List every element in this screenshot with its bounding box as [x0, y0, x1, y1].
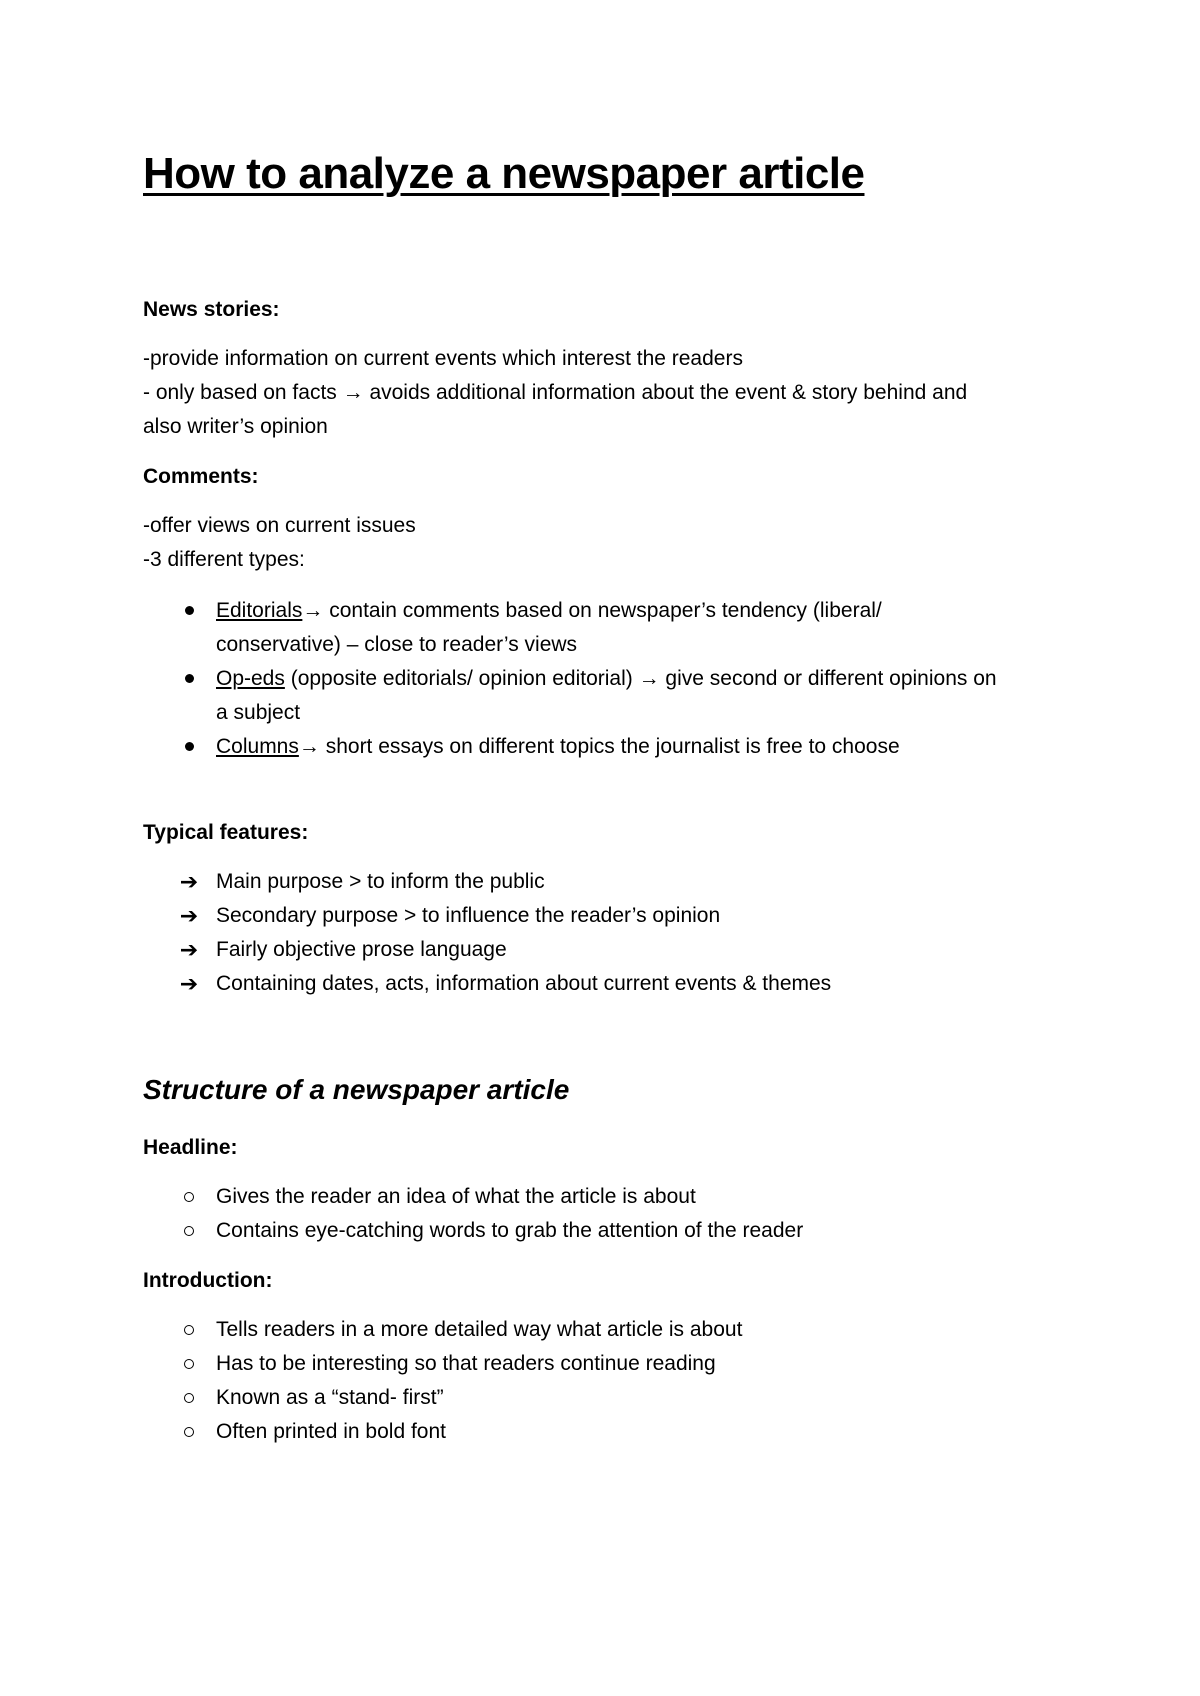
- headline-item: [143, 1214, 1073, 1248]
- feature-item: [143, 899, 1073, 933]
- document-content: [143, 148, 1073, 1449]
- bullet-disc-icon: [179, 594, 199, 628]
- headline-text: Gives the reader an idea of what the article is about: [216, 1185, 696, 1209]
- comment-type-item: [143, 730, 1073, 764]
- arrow-right-icon: ➔: [179, 869, 199, 895]
- introduction-text: Has to be interesting so that readers continue reading: [216, 1352, 716, 1376]
- headline-heading: Headline:: [143, 1135, 238, 1159]
- feature-text: Main purpose > to inform the public: [216, 870, 545, 894]
- introduction-heading: Introduction:: [143, 1269, 273, 1293]
- bullet-disc-icon: [179, 662, 199, 696]
- bullet-circle-icon: [179, 1381, 199, 1415]
- headline-list: [143, 1180, 1073, 1248]
- feature-text: Containing dates, acts, information about current events & themes: [216, 972, 832, 996]
- arrow-right-icon: ➔: [179, 971, 199, 997]
- comment-type-term: Editorials: [216, 599, 303, 623]
- comment-type-term: Op-eds: [216, 667, 285, 691]
- headline-item: [143, 1180, 1073, 1214]
- introduction-item: [143, 1381, 1073, 1415]
- introduction-item: [143, 1347, 1073, 1381]
- bullet-circle-icon: [179, 1415, 199, 1449]
- comment-type-desc-cont: a subject: [216, 701, 301, 725]
- bullet-circle-icon: [179, 1214, 199, 1248]
- arrow-right-icon: ➔: [179, 903, 199, 929]
- typical-features-list: [143, 865, 1073, 1001]
- structure-heading: Structure of a newspaper article: [143, 1074, 570, 1106]
- news-stories-line-1: -provide information on current events which interest the readers: [143, 346, 743, 370]
- arrow-right-icon: ➔: [179, 937, 199, 963]
- comment-type-desc: (opposite editorials/ opinion editorial) → give second or different opinions on: [284, 667, 997, 691]
- comment-type-item: [143, 662, 1073, 730]
- comment-type-item: [143, 594, 1073, 662]
- news-stories-line-3: also writer’s opinion: [143, 414, 328, 438]
- news-stories-section: [143, 297, 1073, 444]
- comments-text: [143, 509, 1073, 577]
- feature-item: [143, 933, 1073, 967]
- comment-type-term: Columns: [216, 735, 299, 759]
- introduction-item: [143, 1415, 1073, 1449]
- introduction-text: Often printed in bold font: [216, 1420, 446, 1444]
- bullet-circle-icon: [179, 1313, 199, 1347]
- bullet-circle-icon: [179, 1180, 199, 1214]
- headline-text: Contains eye-catching words to grab the attention of the reader: [216, 1219, 804, 1243]
- comments-line-1: -offer views on current issues: [143, 514, 416, 538]
- news-stories-line-2: - only based on facts → avoids additional information about the event & story behind and: [143, 380, 968, 404]
- feature-item: [143, 865, 1073, 899]
- comment-type-desc: → short essays on different topics the journalist is free to choose: [298, 735, 900, 759]
- typical-features-section: [143, 820, 1073, 1001]
- feature-text: Fairly objective prose language: [216, 938, 507, 962]
- structure-section: [143, 1073, 1073, 1449]
- introduction-text: Known as a “stand- first”: [216, 1386, 444, 1410]
- document-title: How to analyze a newspaper article: [143, 149, 865, 198]
- introduction-list: [143, 1313, 1073, 1449]
- comments-heading: Comments:: [143, 464, 259, 488]
- comment-types-list: [143, 594, 1073, 764]
- feature-text: Secondary purpose > to influence the reader’s opinion: [216, 904, 721, 928]
- bullet-circle-icon: [179, 1347, 199, 1381]
- news-stories-heading: News stories:: [143, 297, 280, 321]
- news-stories-text: [143, 342, 1073, 444]
- introduction-item: [143, 1313, 1073, 1347]
- comments-line-2: -3 different types:: [143, 548, 305, 572]
- typical-features-heading: Typical features:: [143, 821, 309, 845]
- feature-item: [143, 967, 1073, 1001]
- comment-type-desc-cont: conservative) – close to reader’s views: [216, 633, 578, 657]
- introduction-text: Tells readers in a more detailed way what article is about: [216, 1318, 743, 1342]
- comment-type-desc: → contain comments based on newspaper’s tendency (liberal/: [302, 599, 882, 623]
- bullet-disc-icon: [179, 730, 199, 764]
- comments-section: [143, 464, 1073, 764]
